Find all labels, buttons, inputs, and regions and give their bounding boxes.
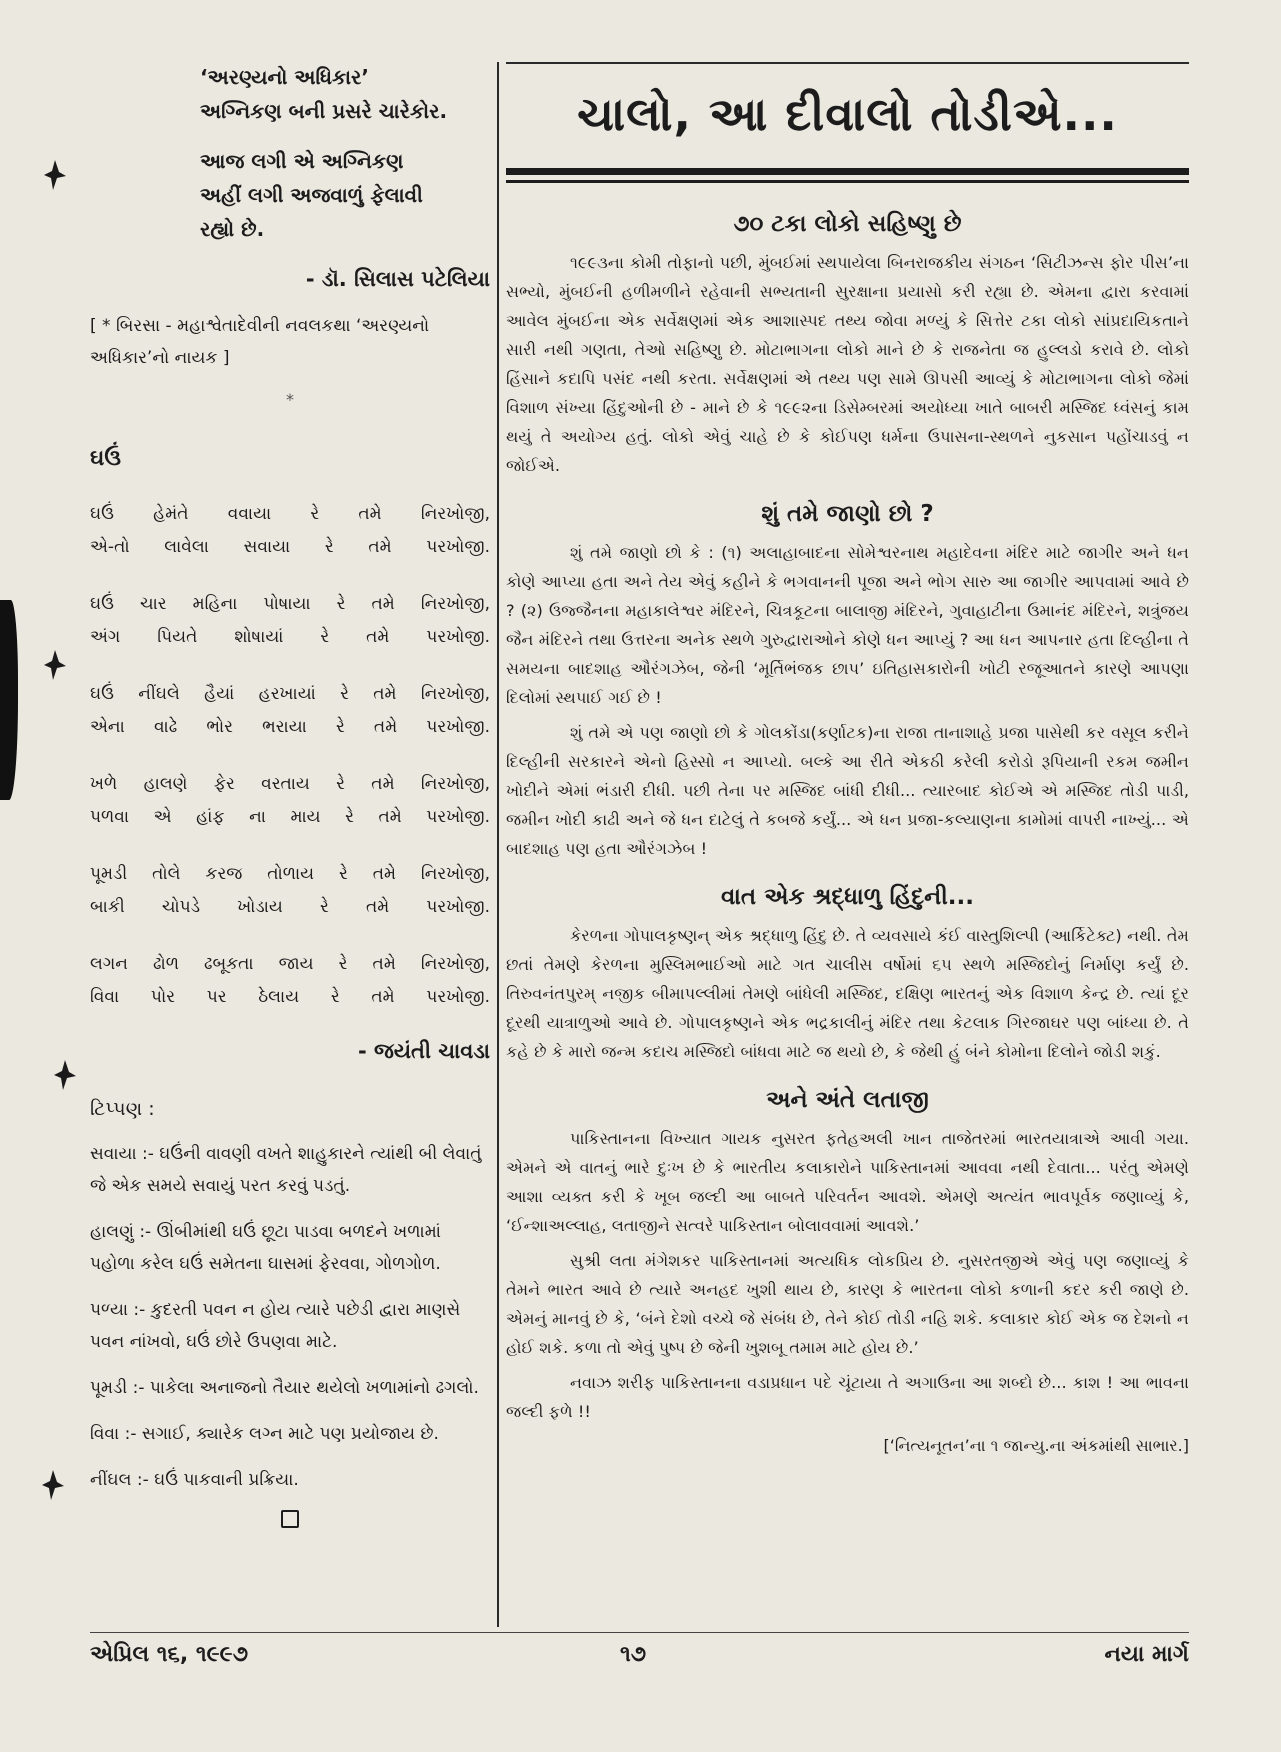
section-separator: * — [286, 390, 294, 409]
verse-line: અગ્નિકણ બની પ્રસરે ચારેકોર. — [200, 99, 448, 123]
poem-line: વિવા પોર પર ઠેલાય રે તમે પરખોજી. — [90, 987, 490, 1007]
footnote: [ * બિરસા - મહાશ્વેતાદેવીની નવલકથા ‘અરણ્યનો અધિકાર’નો નાયક ] — [90, 316, 430, 368]
glossary-entry: વિવા :- સગાઈ, ક્યારેક લગ્ન માટે પણ પ્રયોજાય છે. — [90, 1424, 439, 1444]
poem-stanza — [90, 498, 490, 564]
body-paragraph: પાકિસ્તાનના વિખ્યાત ગાયક નુસરત ફતેહઅલી ખાન તાજેતરમાં ભારતયાત્રાએ આવી ગયા. એમને એ વાતનું ભારે દુઃખ છે કે ભારતીય કલાકારોને પાકિસ્તાનમાં આવવા નથી દેવાતા... પરંતુ એમણે આશા વ્યક્ત કરી કે ખૂબ જલ્દી આ બાબતે પરિવર્તન આવશે. એમણે અત્યંત ભાવપૂર્વક જણાવ્યું કે, ‘ઈન્શાઅલ્લાહ, લતાજીને સત્વરે પાકિસ્તાન બોલાવવામાં આવશે.’ — [506, 1129, 1189, 1235]
torn-edge — [0, 600, 18, 800]
poem-author-credit: - જયંતી ચાવડા — [357, 1039, 490, 1063]
verse-line: ‘અરણ્યનો અધિકાર’ — [200, 65, 369, 89]
poem-line: પળવા એ હાંફ ના માય રે તમે પરખોજી. — [90, 807, 490, 827]
poem-line: અંગ પિયતે શોષાયાં રે તમે પરખોજી. — [90, 627, 490, 647]
body-paragraph: સુશ્રી લતા મંગેશકર પાકિસ્તાનમાં અત્યધિક લોકપ્રિય છે. નુસરતજીએ એવું પણ જણાવ્યું કે તેમને ભારત આવે છે ત્યારે અનહદ ખુશી થાય છે, કારણ કે ભારતના લોકો કળાની કદર કરી જાણે છે. એમનું માનવું છે કે, ‘બંને દેશો વચ્ચે જે સંબંધ છે, તેને કોઈ તોડી નહિ શકે. કલાકાર કોઈ એક જ દેશનો ન હોઈ શકે. કળા તો એવું પુષ્પ છે જેની ખુશબૂ તમામ માટે હોય છે.’ — [506, 1251, 1189, 1357]
glossary-entry: પળ્યા :- કુદરતી પવન ન હોય ત્યારે પછેડી દ્વારા માણસે પવન નાંખવો, ઘઉં છોરે ઉપણવા માટે. — [90, 1300, 461, 1352]
right-column — [506, 62, 1189, 1460]
body-paragraph: કેરળના ગોપાલકૃષ્ણન્ એક શ્રદ્ધાળુ હિંદુ છે. તે વ્યવસાયે કંઈ વાસ્તુશિલ્પી (આર્કિટેક્ટ) નથી. તેમ છતાં તેમણે કેરળના મુસ્લિમભાઈઓ માટે ગત ચાલીસ વર્ષોમાં ૬૫ સ્થળે મસ્જિદોનું નિર્માણ કર્યું છે. તિરુવનંતપુરમ્ નજીક બીમાપલ્લીમાં તેમણે બાંધેલી મસ્જિદ, દક્ષિણ ભારતનું એક વિશાળ કેન્દ્ર છે. ત્યાં દૂર દૂરથી યાત્રાળુઓ આવે છે. ગોપાલકૃષ્ણને એક ભદ્રકાલીનું મંદિર તથા કેટલાક ગિરજાઘર પણ બાંધ્યા છે. તે કહે છે કે મારો જન્મ કદાચ મસ્જિદો બાંધવા માટે જ થયો છે, કે જેથી હું બંને કોમોના દિલોને જોડી શકું. — [506, 926, 1189, 1061]
body-paragraph: નવાઝ શરીફ પાકિસ્તાનના વડાપ્રધાન પદે ચૂંટાયા તે અગાઉના આ શબ્દો છે... કાશ ! આ ભાવના જલ્દી ફળે !! — [506, 1373, 1189, 1421]
page-number: ૧૭ — [620, 1642, 647, 1667]
verse-line: રહ્યો છે. — [200, 217, 265, 241]
poem-line: લગન ઢોળ ઢબૂકતા જાય રે તમે નિરખોજી, — [90, 954, 490, 974]
poem-line: ઘઉં હેમંતે વવાયા રે તમે નિરખોજી, — [90, 504, 490, 524]
section-heading: ૭૦ ટકા લોકો સહિષ્ણુ છે — [733, 211, 962, 237]
verse-line: અહીં લગી અજવાળું ફેલાવી — [200, 183, 423, 207]
title-rule — [506, 168, 1189, 190]
glossary-entry: સવાયા :- ઘઉંની વાવણી વખતે શાહુકારને ત્યાંથી બી લેવાતું જે એક સમયે સવાયું પરત કરવું પડતું. — [90, 1144, 482, 1196]
binding-hole — [44, 650, 66, 680]
body-paragraph: શું તમે જાણો છો કે : (૧) અલાહાબાદના સોમેશ્વરનાથ મહાદેવના મંદિર માટે જાગીર અને ધન કોણે આપ્યા હતા અને તેય એવું કહીને કે ભગવાનની પૂજા અને ભોગ સારુ આ જાગીર આપવામાં આવે છે ? (૨) ઉજ્જૈનના મહાકાલેશ્વર મંદિરને, ચિત્રકૂટના બાલાજી મંદિરને, ગુવાહાટીના ઉમાનંદ મંદિરને, શત્રુંજય જૈન મંદિરને તથા ઉત્તરના અનેક સ્થળે ગુરુદ્વારાઓને કોણે ધન આપ્યું ? આ ધન આપનાર હતા દિલ્હીના તે સમયના બાદશાહ ઔરંગઝેબ, જેની ‘મૂર્તિભંજક છાપ’ ઇતિહાસકારોની ખોટી રજૂઆતને કારણે આપણા દિલોમાં સ્થપાઈ ગઈ છે ! — [506, 543, 1189, 707]
left-column — [90, 60, 490, 1528]
poem-line: એ-તો લાવેલા સવાયા રે તમે પરખોજી. — [90, 537, 490, 557]
body-paragraph: શું તમે એ પણ જાણો છો કે ગોલકોંડા(કર્ણાટક)ના રાજા તાનાશાહે પ્રજા પાસેથી કર વસૂલ કરીને દિલ્હીની સરકારને એનો હિસ્સો ન આપ્યો. બલ્કે આ રીતે એકઠી કરેલી કરોડો રૂપિયાની રકમ જમીન ખોદીને એમાં ભંડારી દીધી. પછી તેના પર મસ્જિદ બાંધી દીધી... ત્યારબાદ કોઈએ એ મસ્જિદ તોડી પાડી, જમીન ખોદી કાઢી અને જે ધન દાટેલું તે કબજે કર્યું... એ ધન પ્રજા-કલ્યાણના કામોમાં વાપરી નાખ્યું... એ બાદશાહ પણ હતા ઔરંગઝેબ ! — [506, 723, 1189, 858]
section-heading: વાત એક શ્રદ્ધાળુ હિંદુની... — [720, 884, 975, 910]
poem-stanza — [90, 588, 490, 654]
body-paragraph: ૧૯૯૩ના કોમી તોફાનો પછી, મુંબઈમાં સ્થપાયેલા બિનરાજકીય સંગઠન ‘સિટીઝન્સ ફોર પીસ’ના સભ્યો, મુંબઈની હળીમળીને રહેવાની સભ્યતાની સુરક્ષાના પ્રયાસો કરી રહ્યા છે. એમના દ્વારા કરવામાં આવેલ મુંબઈના એક સર્વેક્ષણમાં એક આશાસ્પદ તથ્ય જોવા મળ્યું કે સિત્તેર ટકા લોકો સાંપ્રદાયિકતાને સારી નથી ગણતા, તેઓ સહિષ્ણુ છે. મોટાભાગના લોકો માને છે કે રાજનેતા જ હુલ્લડો કરાવે છે. લોકો હિંસાને કદાપિ પસંદ નથી કરતા. સર્વેક્ષણમાં એ તથ્ય પણ સામે ઊપસી આવ્યું કે મોટાભાગના લોકો જેમાં વિશાળ સંખ્યા હિંદુઓની છે - માને છે કે ૧૯૯૨ના ડિસેમ્બરમાં અયોધ્યા ખાતે બાબરી મસ્જિદ ધ્વંસનું કામ થયું તે અયોગ્ય હતું. લોકો એવું ચાહે છે કે કોઈપણ ધર્મના ઉપાસના-સ્થળને નુકસાન પહોંચાડવું ન જોઈએ. — [506, 253, 1189, 475]
poem-line: એના વાઢે ભોર ભરાયા રે તમે પરખોજી. — [90, 717, 490, 737]
verse-stanza — [200, 60, 490, 128]
binding-hole — [42, 1470, 64, 1500]
glossary-entry: નીંઘલ :- ઘઉં પાકવાની પ્રક્રિયા. — [90, 1470, 299, 1490]
binding-hole — [44, 160, 66, 190]
glossary-entry: પૂમડી :- પાકેલા અનાજનો તૈયાર થયેલો ખળામાંનો ઢગલો. — [90, 1378, 479, 1398]
binding-hole — [54, 1060, 76, 1090]
verse-line: આજ લગી એ અગ્નિકણ — [200, 149, 404, 173]
end-mark-icon — [281, 1510, 299, 1528]
poem-line: બાકી ચોપડે ખોડાય રે તમે પરખોજી. — [90, 897, 490, 917]
poem-stanza — [90, 678, 490, 744]
poem-author-credit: - ડૉ. સિલાસ પટેલિયા — [305, 267, 490, 291]
column-divider — [497, 62, 499, 1627]
magazine-name: નયા માર્ગ — [1104, 1642, 1189, 1667]
glossary-entry: હાલણું :- ઊંબીમાંથી ઘઉં છૂટા પાડવા બળદને ખળામાં પહોળા કરેલ ઘઉં સમેતના ઘાસમાં ફેરવવા, ગોળગોળ. — [90, 1222, 441, 1274]
section-heading: અને અંતે લતાજી — [766, 1087, 929, 1113]
section-heading: શું તમે જાણો છો ? — [761, 501, 934, 527]
top-rule — [506, 62, 1189, 64]
footer-rule — [90, 1632, 1189, 1633]
poem-stanza — [90, 768, 490, 834]
poem-line: પૂમડી તોલે કરજ તોળાય રે તમે નિરખોજી, — [90, 864, 490, 884]
glossary-title: ટિપ્પણ : — [90, 1098, 155, 1120]
poem-line: ઘઉં નીંઘલે હૈયાં હરખાયાં રે તમે નિરખોજી, — [90, 684, 490, 704]
source-credit: [‘નિત્યનૂતન’ના ૧ જાન્યુ.ના અંકમાંથી સાભાર.] — [883, 1436, 1189, 1455]
verse-stanza — [200, 144, 490, 246]
poem-stanza — [90, 948, 490, 1014]
poem-stanza — [90, 858, 490, 924]
poem-title: ઘઉં — [90, 446, 121, 471]
article-title: ચાલો, આ દીવાલો તોડીએ... — [577, 87, 1118, 141]
poem-line: ખળે હાલણે ફેર વરતાય રે તમે નિરખોજી, — [90, 774, 490, 794]
poem-line: ઘઉં ચાર મહિના પોષાયા રે તમે નિરખોજી, — [90, 594, 490, 614]
footer-date: એપ્રિલ ૧૬, ૧૯૯૭ — [90, 1642, 248, 1667]
